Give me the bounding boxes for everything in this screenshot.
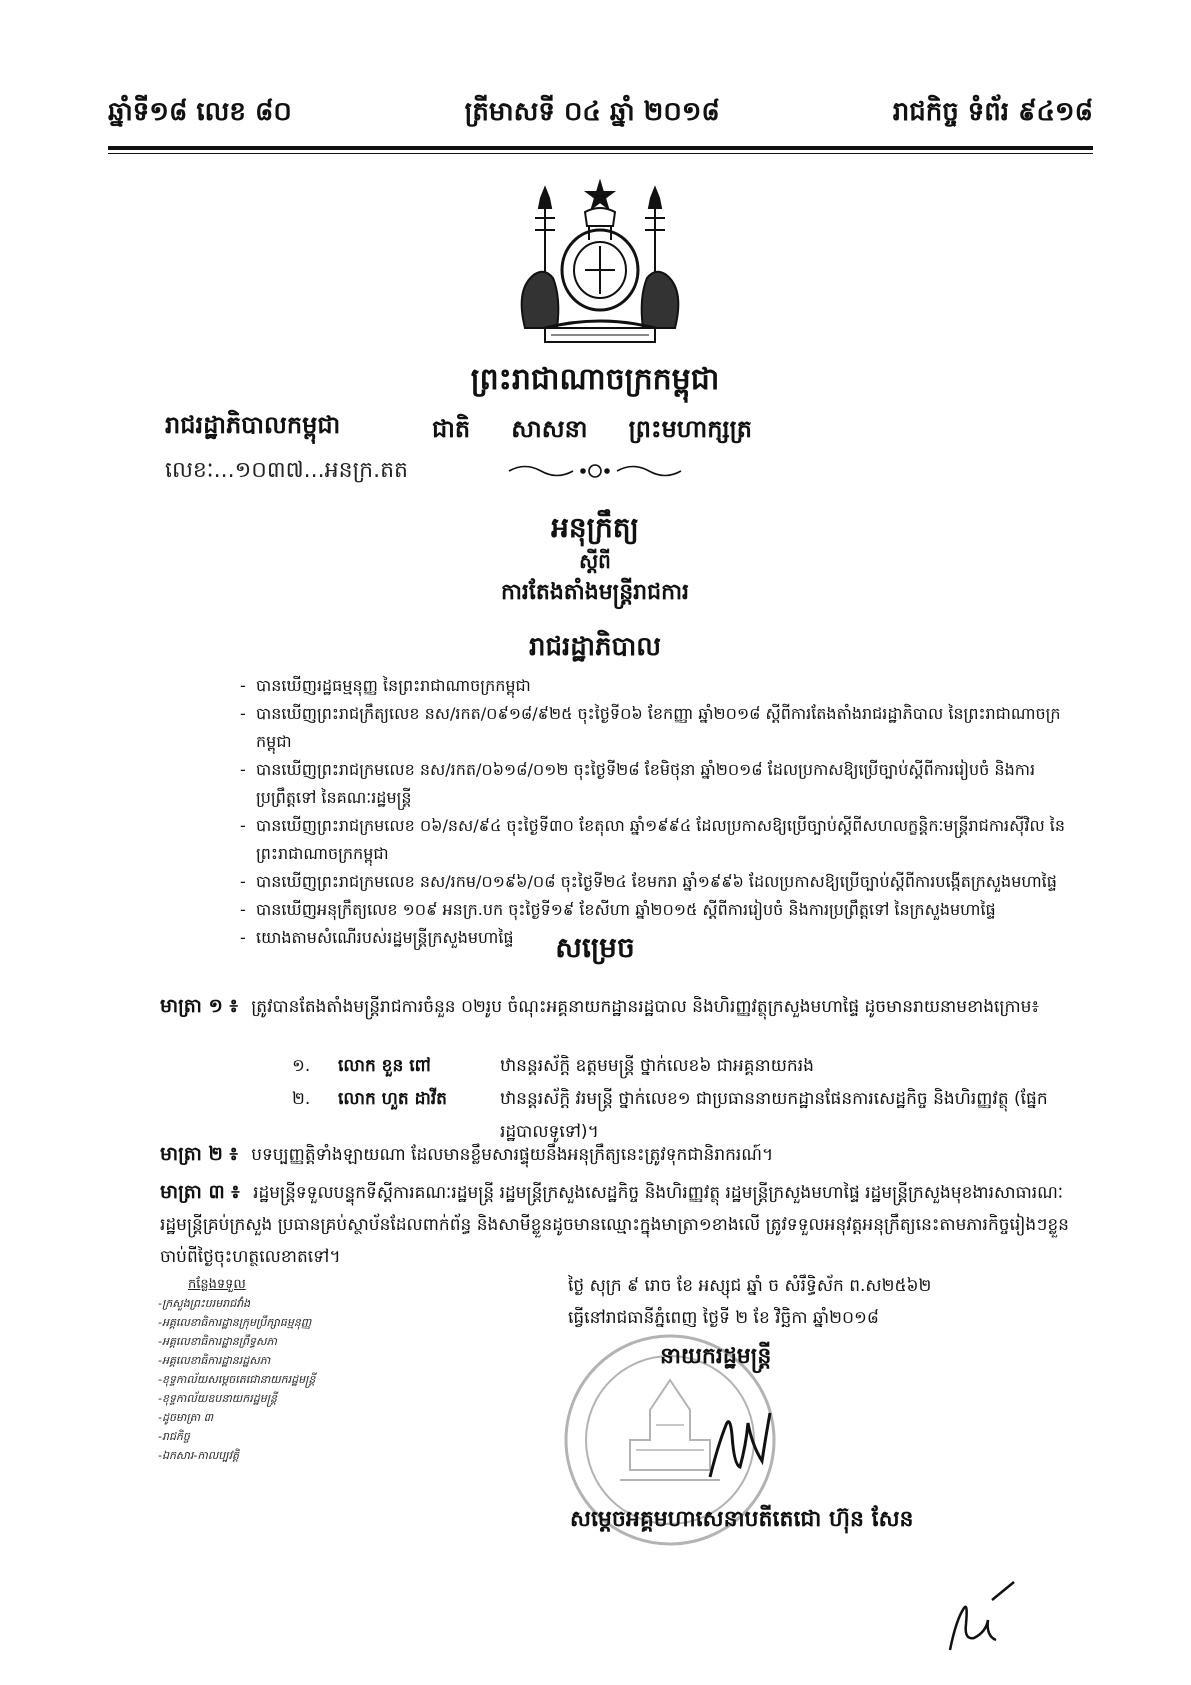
preamble-item: - បានឃើញព្រះរាជក្រឹត្យលេខ នស/រកត/០៩១៨/៩២៥ ចុះថ្ងៃទី០៦ ខែកញ្ញា ឆ្នាំ២០១៨ ស្តីពីការតែងតាំងរាជរដ្ឋាភិបាល នៃព្រះរាជាណាចក្រកម្ពុជា [240, 700, 1070, 756]
recipient-item: -អគ្គលេខាធិការដ្ឋានរដ្ឋសភា [158, 1354, 271, 1367]
motto-nation: ជាតិ [432, 415, 471, 443]
recipient-item: -រាជកិច្ច [158, 1430, 190, 1443]
appointee-rank: ឋានន្តរស័ក្តិ វរមន្ត្រី ថ្នាក់លេខ១ ជាប្រធាននាយកដ្ឋានផែនការសេដ្ឋកិច្ច និងហិរញ្ញវត្ថុ (ផ្នែករដ្ឋបាលទូទៅ)។ [500, 1089, 1048, 1142]
ornament-divider-icon [505, 460, 685, 482]
appointee-list [292, 1050, 1072, 1149]
gazette-date: ត្រីមាសទី ០៤ ឆ្នាំ ២០១៨ [464, 97, 720, 127]
appointee-rank: ឋានន្តរស័ក្តិ ឧត្តមមន្ត្រី ថ្នាក់លេខ៦ ជាអគ្គនាយករង [500, 1056, 814, 1076]
appointee-number: ២. [292, 1089, 311, 1109]
recipient-item: -អគ្គលេខាធិការដ្ឋានក្រុមប្រឹក្សាធម្មនុញ្ញ [158, 1316, 312, 1329]
motto-king: ព្រះមហាក្សត្រ [628, 415, 752, 443]
motto-religion: សាសនា [511, 415, 588, 443]
signatory-name: សម្តេចអគ្គមហាសេនាបតីតេជោ ហ៊ុន សែន [570, 1507, 914, 1532]
royal-coat-of-arms-icon [505, 178, 695, 348]
preamble-item: - យោងតាមសំណើរបស់រដ្ឋមន្ត្រីក្រសួងមហាផ្ទៃ [240, 924, 1070, 952]
appointee-row [292, 1050, 1072, 1083]
lunar-date: ថ្ងៃ សុក្រ ៩ រោច ខែ អស្សុជ ឆ្នាំ ច សំរឹទ្ធិស័ក ព.ស២៥៦២ [568, 1276, 932, 1296]
article-1-text: ត្រូវបានតែងតាំងមន្ត្រីរាជការចំនួន ០២រូប ចំណុះអគ្គនាយកដ្ឋានរដ្ឋបាល និងហិរញ្ញវត្ថុក្រសួងមហាផ្ទៃ ដូចមានរាយនាមខាងក្រោម៖ [251, 997, 1039, 1017]
gazette-page: រាជកិច្ច ទំព័រ ៩៤១៨ [892, 97, 1093, 127]
appointee-number: ១. [292, 1056, 311, 1076]
appointee-name: លោក ខួន ពៅ [338, 1056, 431, 1076]
article-3 [160, 1176, 1080, 1273]
article-1 [160, 990, 1080, 1023]
recipient-item: -ឯកសារ-កាលប្បវត្តិ [158, 1449, 240, 1462]
decision-heading: សម្រេច [555, 931, 635, 964]
recipient-item: -ដូចមាត្រា ៣ [158, 1411, 214, 1424]
appointee-name: លោក ហួត ដាវីត [338, 1089, 447, 1109]
handwritten-signature-icon [700, 1405, 780, 1485]
gazette-header [108, 92, 1093, 136]
preamble-item: - បានឃើញព្រះរាជក្រមលេខ ០៦/នស/៩៤ ចុះថ្ងៃទី៣០ ខែតុលា ឆ្នាំ១៩៩៤ ដែលប្រកាសឱ្យប្រើច្បាប់ស្តីពីសហលក្ខន្តិកៈមន្ត្រីរាជការស៊ីវិល នៃព្រះរាជាណាចក្រកម្ពុជា [240, 812, 1070, 868]
article-2 [160, 1138, 1080, 1171]
issuer-name: រាជរដ្ឋាភិបាលកម្ពុជា [165, 411, 341, 439]
header-divider-thick [108, 146, 1093, 150]
signatory-title: នាយករដ្ឋមន្ត្រី [660, 1344, 772, 1369]
article-2-label: មាត្រា ២ ៖ [160, 1143, 238, 1165]
kingdom-title: ព្រះរាជាណាចក្រកម្ពុជា [470, 362, 720, 397]
document-about: ស្តីពី [579, 549, 611, 573]
handwritten-initials-icon [930, 1580, 1020, 1660]
header-divider-thin [108, 153, 1093, 154]
gazette-issue: ឆ្នាំទី១៨ លេខ ៨០ [108, 97, 292, 127]
preamble-item: - បានឃើញព្រះរាជក្រមលេខ នស/រកត/០៦១៨/០១២ ចុះថ្ងៃទី២៨ ខែមិថុនា ឆ្នាំ២០១៨ ដែលប្រកាសឱ្យប្រើច្បាប់ស្តីពីការរៀបចំ និងការប្រព្រឹត្តទៅ នៃគណៈរដ្ឋមន្ត្រី [240, 756, 1070, 812]
national-motto [432, 414, 752, 449]
recipient-item: -ក្រសួងព្រះបរមរាជវាំង [158, 1297, 251, 1310]
preamble-item: - បានឃើញអនុក្រឹត្យលេខ ១០៩ អនក្រ.បក ចុះថ្ងៃទី១៩ ខែសីហា ឆ្នាំ២០១៥ ស្តីពីការរៀបចំ និងការប្រព្រឹត្តទៅ នៃក្រសួងមហាផ្ទៃ [240, 896, 1070, 924]
article-3-label: មាត្រា ៣ ៖ [160, 1181, 240, 1203]
document-type: អនុក្រឹត្យ [551, 511, 639, 544]
preamble-item: - បានឃើញរដ្ឋធម្មនុញ្ញ នៃព្រះរាជាណាចក្រកម្ពុជា [240, 672, 1070, 700]
recipients-list [158, 1275, 458, 1465]
article-1-label: មាត្រា ១ ៖ [160, 995, 238, 1017]
recipient-item: -ខុទ្ទកាល័យឧបនាយករដ្ឋមន្ត្រី [158, 1392, 277, 1405]
article-2-text: បទប្បញ្ញត្តិទាំងឡាយណា ដែលមានខ្លឹមសារផ្ទុយនឹងអនុក្រឹត្យនេះត្រូវទុកជានិរាករណ៍។ [251, 1145, 774, 1165]
article-3-text: រដ្ឋមន្ត្រីទទួលបន្ទុកទីស្តីការគណៈរដ្ឋមន្ត្រី រដ្ឋមន្ត្រីក្រសួងសេដ្ឋកិច្ច និងហិរញ្ញវត្ថុ រដ្ឋមន្ត្រីក្រសួងមហាផ្ទៃ រដ្ឋមន្ត្រីក្រសួងមុខងារសាធារណៈ រដ្ឋមន្ត្រីគ្រប់ក្រសួង ប្រធានគ្រប់ស្ថាប័នដែលពាក់ព័ន្ធ និងសាមីខ្លួនដូចមានឈ្មោះក្នុងមាត្រា១ខាងលើ ត្រូវទទួលអនុវត្តអនុក្រឹត្យនេះតាមភារកិច្ចរៀងៗខ្លួន ចាប់ពីថ្ងៃចុះហត្ថលេខាតទៅ។ [160, 1183, 1069, 1267]
recipients-title: កន្លែងទទួល [188, 1277, 246, 1292]
date-block [568, 1270, 1068, 1334]
recipient-item: -អគ្គលេខាធិការដ្ឋានព្រឹទ្ធសភា [158, 1335, 277, 1348]
preamble-list [240, 672, 1070, 952]
document-number: លេខៈ...១០៣៧...អនក្រ.តត [165, 458, 409, 483]
recipient-item: -ខុទ្ទកាល័យសម្តេចតេជោនាយករដ្ឋមន្ត្រី [158, 1373, 316, 1386]
authority-heading: រាជរដ្ឋាភិបាល [528, 632, 662, 662]
preamble-item: - បានឃើញព្រះរាជក្រមលេខ នស/រកម/០១៩៦/០៨ ចុះថ្ងៃទី២៤ ខែមករា ឆ្នាំ១៩៩៦ ដែលប្រកាសឱ្យប្រើច្បាប់ស្តីពីការបង្កើតក្រសួងមហាផ្ទៃ [240, 868, 1070, 896]
document-subject: ការតែងតាំងមន្ត្រីរាជការ [500, 580, 690, 605]
solar-date: ធ្វើនៅរាជធានីភ្នំពេញ ថ្ងៃទី ២ ខែ វិច្ឆិកា ឆ្នាំ២០១៨ [568, 1308, 879, 1328]
